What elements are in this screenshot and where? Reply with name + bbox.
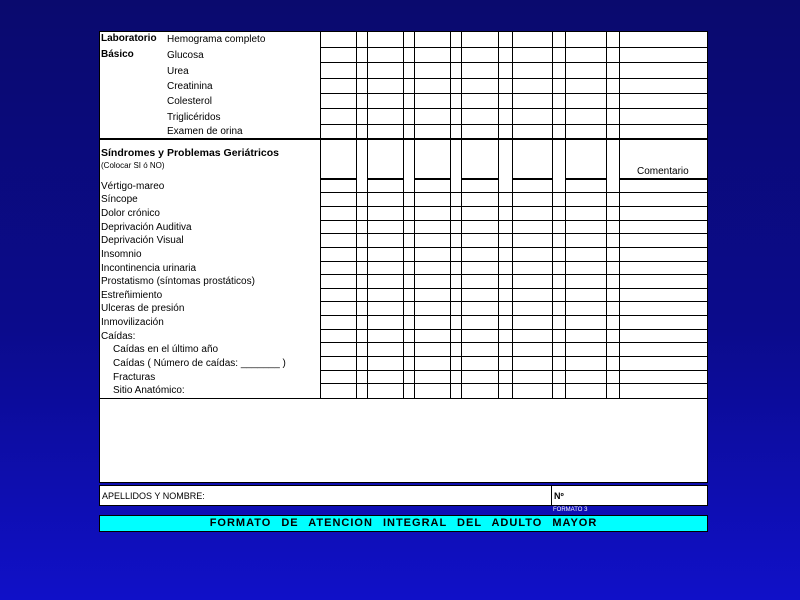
syndrome-subitem: Caídas ( Número de caídas: _______ ) [113, 358, 286, 369]
syndrome-item: Prostatismo (síntomas prostáticos) [101, 276, 255, 287]
syndrome-grid-line [320, 220, 708, 221]
comment-header: Comentario [637, 166, 689, 177]
grid-column-line [356, 32, 357, 138]
grid-column-line [619, 32, 620, 138]
grid-column-line [414, 32, 415, 138]
lab-item-trigliceridos: Triglicéridos [167, 112, 221, 123]
syndrome-grid-line [320, 370, 708, 371]
syndrome-grid-line [320, 233, 708, 234]
lab-grid-line [320, 108, 708, 109]
grid-column-line [512, 32, 513, 138]
section-divider [100, 138, 708, 140]
grid-column-line [461, 32, 462, 138]
lab-item-creatinina: Creatinina [167, 81, 213, 92]
syndrome-item: Insomnio [101, 249, 142, 260]
syndrome-grid-line [320, 342, 708, 343]
lab-item-urea: Urea [167, 66, 189, 77]
syndrome-item: Síncope [101, 194, 138, 205]
syndromes-subtitle: (Colocar SI ó NO) [101, 161, 165, 170]
geriatric-form-sheet [99, 31, 708, 483]
yes-no-box[interactable] [414, 139, 451, 180]
grid-column-line [403, 32, 404, 138]
grid-column-line [512, 180, 513, 398]
syndrome-grid-line [320, 301, 708, 302]
name-field[interactable] [220, 486, 550, 505]
syndrome-grid-line [320, 192, 708, 193]
syndrome-grid-line [320, 206, 708, 207]
syndrome-item: Estreñimiento [101, 290, 163, 301]
syndrome-grid-line [320, 261, 708, 262]
grid-column-line [606, 32, 607, 138]
grid-column-line [367, 32, 368, 138]
patient-name-bar [99, 485, 708, 506]
syndrome-subitem: Fracturas [113, 372, 156, 383]
yes-no-box[interactable] [512, 139, 553, 180]
lab-grid-line [320, 124, 708, 125]
comment-header-underline [619, 178, 708, 180]
lab-grid-line [320, 62, 708, 63]
syndrome-grid-line [320, 247, 708, 248]
number-field[interactable] [570, 486, 707, 505]
syndrome-grid-line [320, 329, 708, 330]
syndrome-grid-line [320, 288, 708, 289]
grid-column-line [414, 180, 415, 398]
yes-no-box[interactable] [565, 139, 607, 180]
syndrome-grid-line [320, 356, 708, 357]
syndrome-item: Deprivación Auditiva [101, 222, 192, 233]
yes-no-box[interactable] [367, 139, 404, 180]
grid-column-line [320, 139, 321, 398]
grid-column-line [403, 180, 404, 398]
grid-column-line [498, 32, 499, 138]
syndrome-item: Inmovilización [101, 317, 164, 328]
lab-section-label-2: Básico [101, 49, 134, 60]
grid-column-line [367, 180, 368, 398]
lab-section-label-1: Laboratorio [101, 33, 157, 44]
grid-column-line [320, 32, 321, 138]
syndrome-item: Caídas: [101, 331, 136, 342]
grid-column-line [498, 180, 499, 398]
grid-column-line [619, 139, 620, 398]
syndrome-item: Dolor crónico [101, 208, 160, 219]
lab-grid-line [320, 47, 708, 48]
grid-column-line [450, 32, 451, 138]
syndrome-item: Ulceras de presión [101, 303, 185, 314]
lab-item-examen-orina: Examen de orina [167, 126, 243, 137]
form-title: FORMATO DE ATENCION INTEGRAL DEL ADULTO MAYOR [99, 515, 708, 532]
grid-column-line [606, 180, 607, 398]
syndromes-title: Síndromes y Problemas Geriátricos [101, 147, 279, 159]
notes-area[interactable] [100, 399, 708, 483]
grid-column-line [461, 180, 462, 398]
syndrome-grid-line [320, 274, 708, 275]
name-label: APELLIDOS Y NOMBRE: [102, 491, 205, 501]
grid-column-line [552, 32, 553, 138]
syndrome-item: Incontinencia urinaria [101, 263, 197, 274]
grid-column-line [565, 32, 566, 138]
lab-item-hemograma: Hemograma completo [167, 34, 266, 45]
number-label: Nº [554, 491, 564, 501]
grid-column-line [565, 180, 566, 398]
lab-grid-line [320, 78, 708, 79]
syndrome-grid-line [320, 315, 708, 316]
syndrome-item: Vértigo-mareo [101, 181, 165, 192]
syndrome-grid-line [320, 383, 708, 384]
name-bar-separator [551, 486, 552, 505]
grid-column-line [552, 180, 553, 398]
lab-grid-line [320, 93, 708, 94]
syndrome-item: Deprivación Visual [101, 235, 184, 246]
yes-no-box[interactable] [461, 139, 499, 180]
syndrome-subitem: Caídas en el último año [113, 344, 219, 355]
format-code: FORMATO 3 [553, 507, 588, 513]
grid-column-line [450, 180, 451, 398]
lab-item-colesterol: Colesterol [167, 96, 213, 107]
lab-item-glucosa: Glucosa [167, 50, 204, 61]
yes-no-box[interactable] [320, 139, 357, 180]
grid-column-line [356, 180, 357, 398]
syndrome-subitem: Sitio Anatómico: [113, 385, 185, 396]
